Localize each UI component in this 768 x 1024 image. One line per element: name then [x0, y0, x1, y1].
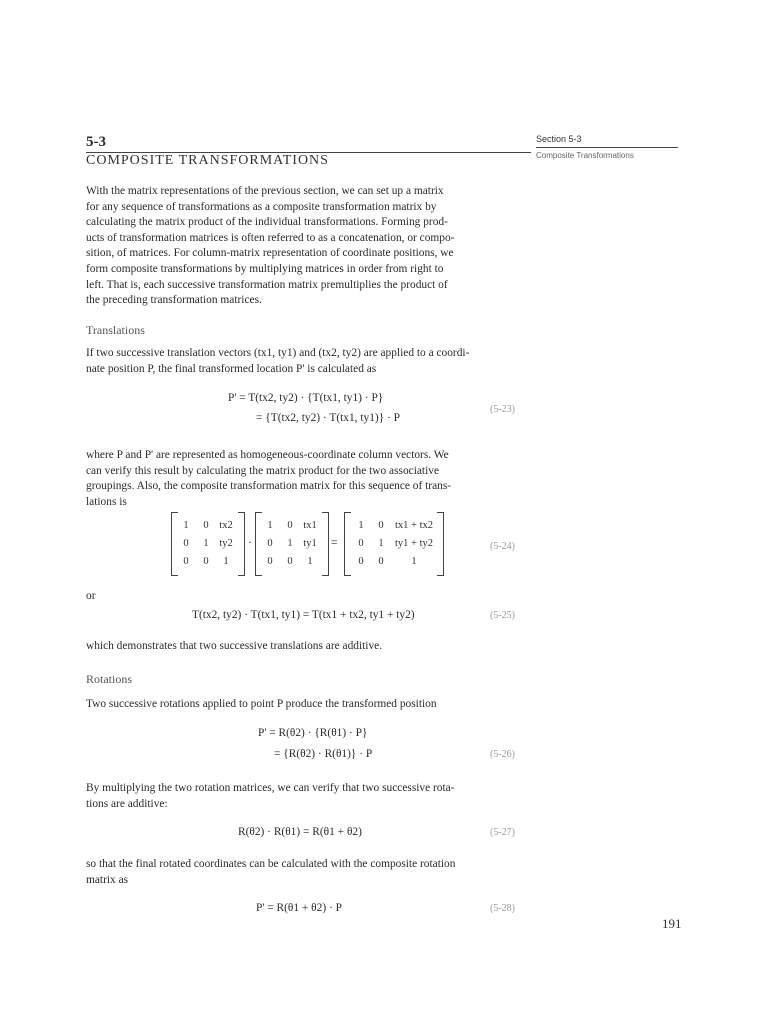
matrix-cell: ty1 + ty2 [394, 538, 433, 549]
matrix-cell: 0 [358, 556, 364, 567]
paragraph-line: where P and P' are represented as homogeneous-coordinate column vectors. We [86, 449, 449, 461]
section-title: COMPOSITE TRANSFORMATIONS [86, 153, 329, 168]
paragraph-line: for any sequence of transformations as a composite transformation matrix by [86, 200, 437, 213]
paragraph-line: calculating the matrix product of the individual transformations. Forming prod- [86, 216, 448, 229]
matrix-cell: tx1 [303, 520, 317, 531]
paragraph-line: tions are additive: [86, 797, 168, 810]
equation-5-26-line2: = {R(θ2) · R(θ1)} · P [274, 748, 373, 760]
running-head-rule [536, 147, 678, 148]
matrix-cell: 1 [411, 556, 417, 567]
translations-intro [86, 346, 522, 377]
matrix-cell: 1 [287, 538, 293, 549]
equation-5-23-line2: = {T(tx2, ty2) · T(tx1, ty1)} · P [256, 412, 401, 424]
running-head-label: Section 5-3 [536, 134, 582, 144]
equation-number: (5-26) [490, 749, 515, 760]
rotations-composite-text [86, 857, 522, 888]
paragraph-line: By multiplying the two rotation matrices, we can verify that two successive rota- [86, 782, 455, 794]
equation-number: (5-28) [490, 903, 515, 914]
matrix-cell: 0 [358, 538, 364, 549]
paragraph-line: can verify this result by calculating the matrix product for the two associative [86, 464, 439, 477]
matrix-bracket-right [238, 512, 245, 576]
matrix-cell: tx1 + tx2 [394, 520, 433, 531]
matrix-cell: 0 [203, 556, 209, 567]
paragraph-line: so that the final rotated coordinates can be calculated with the composite rotation [86, 858, 456, 870]
equation-5-25: T(tx2, ty2) · T(tx1, ty1) = T(tx1 + tx2, ty1 + ty2) [192, 609, 415, 621]
translations-explanation [86, 448, 522, 510]
equation-number: (5-23) [490, 404, 515, 415]
paragraph-line: sition, of matrices. For column-matrix representation of coordinate positions, we [86, 247, 454, 260]
equation-5-23-line1: P' = T(tx2, ty2) · {T(tx1, ty1) · P} [228, 392, 384, 404]
matrix-cell: ty1 [303, 538, 317, 549]
section-number: 5-3 [86, 134, 106, 150]
equation-5-28: P' = R(θ1 + θ2) · P [256, 902, 342, 914]
matrix-bracket-right [437, 512, 444, 576]
paragraph-line: nate position P, the final transformed location P' is calculated as [86, 362, 377, 375]
equals-sign: = [331, 537, 338, 549]
equation-5-27: R(θ2) · R(θ1) = R(θ1 + θ2) [238, 826, 362, 838]
or-text: or [86, 590, 96, 602]
multiply-sign: · [248, 537, 252, 549]
equation-number: (5-24) [490, 541, 515, 552]
matrix-cell: 1 [307, 556, 313, 567]
matrix-cell: 0 [287, 520, 293, 531]
matrix-cell: 0 [267, 556, 273, 567]
matrix-cell: 0 [183, 538, 189, 549]
matrix-cell: 1 [183, 520, 189, 531]
matrix-cell: tx2 [219, 520, 233, 531]
rotations-heading: Rotations [86, 672, 133, 686]
matrix-cell: 0 [378, 556, 384, 567]
paragraph-line: ucts of transformation matrices is often referred to as a concatenation, or compo- [86, 231, 455, 244]
intro-paragraph [86, 184, 522, 309]
equation-number: (5-25) [490, 610, 515, 621]
matrix-cell: 0 [287, 556, 293, 567]
matrix-cell: 0 [203, 520, 209, 531]
paragraph-line: left. That is, each successive transformation matrix premultiplies the product of [86, 278, 448, 291]
paragraph-line: form composite transformations by multiplying matrices in order from right to [86, 262, 444, 275]
matrix-bracket-right [322, 512, 329, 576]
paragraph-line: With the matrix representations of the previous section, we can set up a matrix [86, 185, 444, 197]
matrix-cell: 1 [378, 538, 384, 549]
translations-conclusion: which demonstrates that two successive translations are additive. [86, 640, 383, 652]
matrix-cell: 1 [358, 520, 364, 531]
equation-number: (5-27) [490, 827, 515, 838]
translations-heading: Translations [86, 323, 145, 337]
matrix-cell: 1 [223, 556, 229, 567]
matrix-cell: 1 [203, 538, 209, 549]
paragraph-line: groupings. Also, the composite transformation matrix for this sequence of trans- [86, 480, 452, 493]
matrix-cell: ty2 [219, 538, 233, 549]
paragraph-line: lations is [86, 495, 127, 508]
matrix-cell: 0 [183, 556, 189, 567]
paragraph-line: If two successive translation vectors (tx1, ty1) and (tx2, ty2) are applied to a coordi- [86, 347, 470, 359]
equation-5-26-line1: P' = R(θ2) · {R(θ1) · P} [258, 727, 368, 739]
paragraph-line: the preceding transformation matrices. [86, 294, 262, 307]
rotations-intro: Two successive rotations applied to point P produce the transformed position [86, 698, 437, 710]
matrix-cell: 0 [267, 538, 273, 549]
paragraph-line: matrix as [86, 873, 129, 886]
rotations-explanation [86, 781, 522, 812]
running-head-subtitle: Composite Transformations [536, 151, 634, 160]
matrix-cell: 0 [378, 520, 384, 531]
matrix-cell: 1 [267, 520, 273, 531]
page-number: 191 [662, 916, 682, 931]
